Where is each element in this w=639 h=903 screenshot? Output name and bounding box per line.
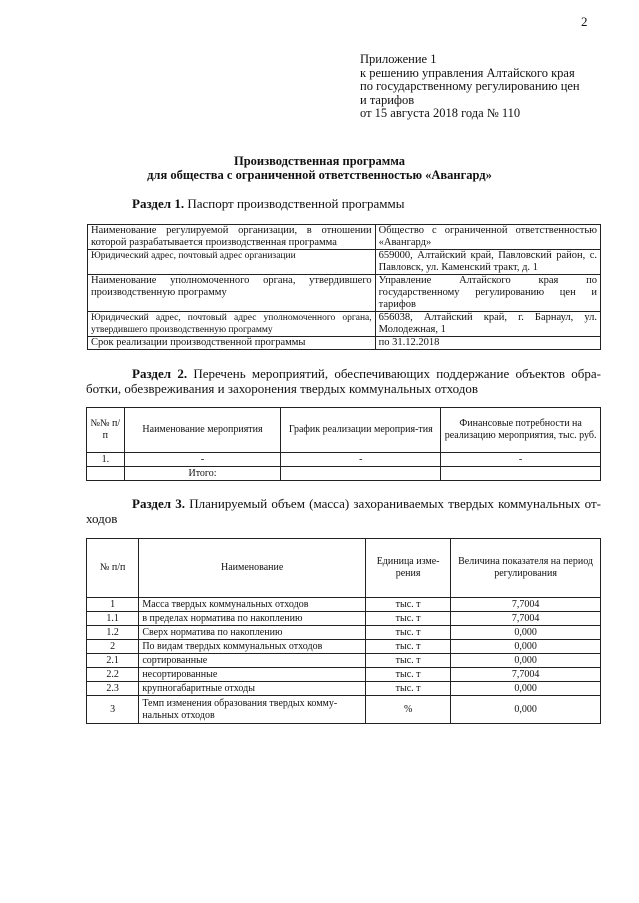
table-header-cell: График реализации мероприя-тия <box>281 408 441 453</box>
table-cell: % <box>366 696 451 724</box>
table-cell: - <box>281 453 441 467</box>
table-row <box>87 453 601 467</box>
table-cell: Темп изменения образования твердых комму-нальных отходов <box>139 696 366 724</box>
table-header-cell: Единица изме-рения <box>366 539 451 598</box>
table-row <box>87 467 601 481</box>
volume-table <box>86 538 601 724</box>
section3-heading-line1 <box>86 496 601 511</box>
table-cell: по 31.12.2018 <box>375 337 600 350</box>
table-cell: 7,7004 <box>451 612 601 626</box>
section2-heading-line1 <box>86 366 601 381</box>
table-cell: 7,7004 <box>451 598 601 612</box>
table-cell: крупногабаритные отходы <box>139 682 366 696</box>
table-cell: 659000, Алтайский край, Павловский район, с. Павловск, ул. Каменский тракт, д. 1 <box>375 250 600 275</box>
page-number: 2 <box>581 14 588 29</box>
table-cell: 1.1 <box>87 612 139 626</box>
table-header-cell: Величина показателя на период регулирования <box>451 539 601 598</box>
table-cell: 656038, Алтайский край, г. Барнаул, ул. Молодежная, 1 <box>375 312 600 337</box>
table-cell <box>281 467 441 481</box>
table-header-row <box>87 539 601 598</box>
section2-title-part1: Перечень мероприятий, обеспечивающих поддержание объектов обра- <box>193 366 602 381</box>
table-cell: 1 <box>87 598 139 612</box>
section3-label: Раздел 3. <box>132 496 186 511</box>
table-row <box>87 598 601 612</box>
table-cell: Общество с ограниченной ответственностью «Авангард» <box>375 225 600 250</box>
table-cell: тыс. т <box>366 668 451 682</box>
section2-label: Раздел 2. <box>132 366 188 381</box>
table-cell: 2 <box>87 640 139 654</box>
title-line: Производственная программа <box>233 154 406 168</box>
table-header-cell: № п/п <box>87 539 139 598</box>
table-cell: 2.1 <box>87 654 139 668</box>
table-row <box>88 337 601 350</box>
table-row <box>88 312 601 337</box>
passport-table <box>87 224 601 350</box>
table-cell: Наименование уполномоченного органа, утвердившего производственную программу <box>88 275 376 312</box>
table-header-row <box>87 408 601 453</box>
table-cell: тыс. т <box>366 682 451 696</box>
table-row <box>87 640 601 654</box>
appendix-line: Приложение 1 <box>360 52 437 66</box>
table-cell: 2.2 <box>87 668 139 682</box>
section1-title: Паспорт производственной программы <box>187 196 405 211</box>
table-cell: 7,7004 <box>451 668 601 682</box>
title-line: для общества с ограниченной ответственностью «Авангард» <box>147 168 492 182</box>
appendix-line: к решению управления Алтайского края <box>360 65 575 80</box>
section3-title-part2: ходов <box>86 511 118 526</box>
table-header-cell: Наименование мероприятия <box>124 408 281 453</box>
table-cell: 0,000 <box>451 682 601 696</box>
table-cell: 2.3 <box>87 682 139 696</box>
table-cell: Срок реализации производственной программы <box>88 337 376 350</box>
section3-title-part1: Планируемый объем (масса) захораниваемых твердых коммунальных от- <box>189 496 601 511</box>
table-cell: тыс. т <box>366 598 451 612</box>
table-row <box>87 654 601 668</box>
appendix-line: и тарифов <box>360 92 415 107</box>
section1-heading <box>132 196 404 211</box>
table-cell: тыс. т <box>366 640 451 654</box>
table-row <box>87 668 601 682</box>
table-row <box>87 612 601 626</box>
table-cell: в пределах норматива по накоплению <box>139 612 366 626</box>
table-cell: несортированные <box>139 668 366 682</box>
table-row <box>88 275 601 312</box>
table-cell: 0,000 <box>451 654 601 668</box>
appendix-line: по государственному регулированию цен <box>360 79 580 94</box>
table-cell: тыс. т <box>366 626 451 640</box>
table-header-cell: Наименование <box>139 539 366 598</box>
measures-table <box>86 407 601 481</box>
table-cell: По видам твердых коммунальных отходов <box>139 640 366 654</box>
table-cell: тыс. т <box>366 612 451 626</box>
appendix-line: от 15 августа 2018 года № 110 <box>360 106 521 121</box>
table-cell: 0,000 <box>451 626 601 640</box>
table-cell <box>87 467 125 481</box>
appendix-block <box>360 53 580 121</box>
table-cell: тыс. т <box>366 654 451 668</box>
table-cell: 1. <box>87 453 125 467</box>
table-cell: - <box>441 453 601 467</box>
table-cell: 3 <box>87 696 139 724</box>
section1-label: Раздел 1. <box>132 196 185 211</box>
table-cell: сортированные <box>139 654 366 668</box>
table-cell: Наименование регулируемой организации, в отношении которой разрабатывается производственная программа <box>88 225 376 250</box>
table-cell <box>441 467 601 481</box>
table-row <box>88 250 601 275</box>
table-header-cell: №№ п/п <box>87 408 125 453</box>
table-cell: Итого: <box>124 467 281 481</box>
table-row <box>87 626 601 640</box>
table-header-cell: Финансовые потребности на реализацию мероприятия, тыс. руб. <box>441 408 601 453</box>
table-cell: Масса твердых коммунальных отходов <box>139 598 366 612</box>
table-cell: 0,000 <box>451 640 601 654</box>
table-cell: 0,000 <box>451 696 601 724</box>
table-row <box>87 682 601 696</box>
section3-heading <box>86 496 601 526</box>
section2-title-part2: ботки, обезвреживания и захоронения твердых коммунальных отходов <box>86 381 479 396</box>
table-cell: Юридический адрес, почтовый адрес уполномоченного органа, утвердившего производственную программу <box>88 312 376 337</box>
document-title <box>0 154 639 182</box>
table-cell: Сверх норматива по накоплению <box>139 626 366 640</box>
table-cell: 1.2 <box>87 626 139 640</box>
table-row <box>88 225 601 250</box>
section2-heading <box>86 366 601 396</box>
table-cell: Управление Алтайского края по государственному регулированию цен и тарифов <box>375 275 600 312</box>
table-cell: - <box>124 453 281 467</box>
table-row <box>87 696 601 724</box>
table-cell: Юридический адрес, почтовый адрес организации <box>88 250 376 275</box>
